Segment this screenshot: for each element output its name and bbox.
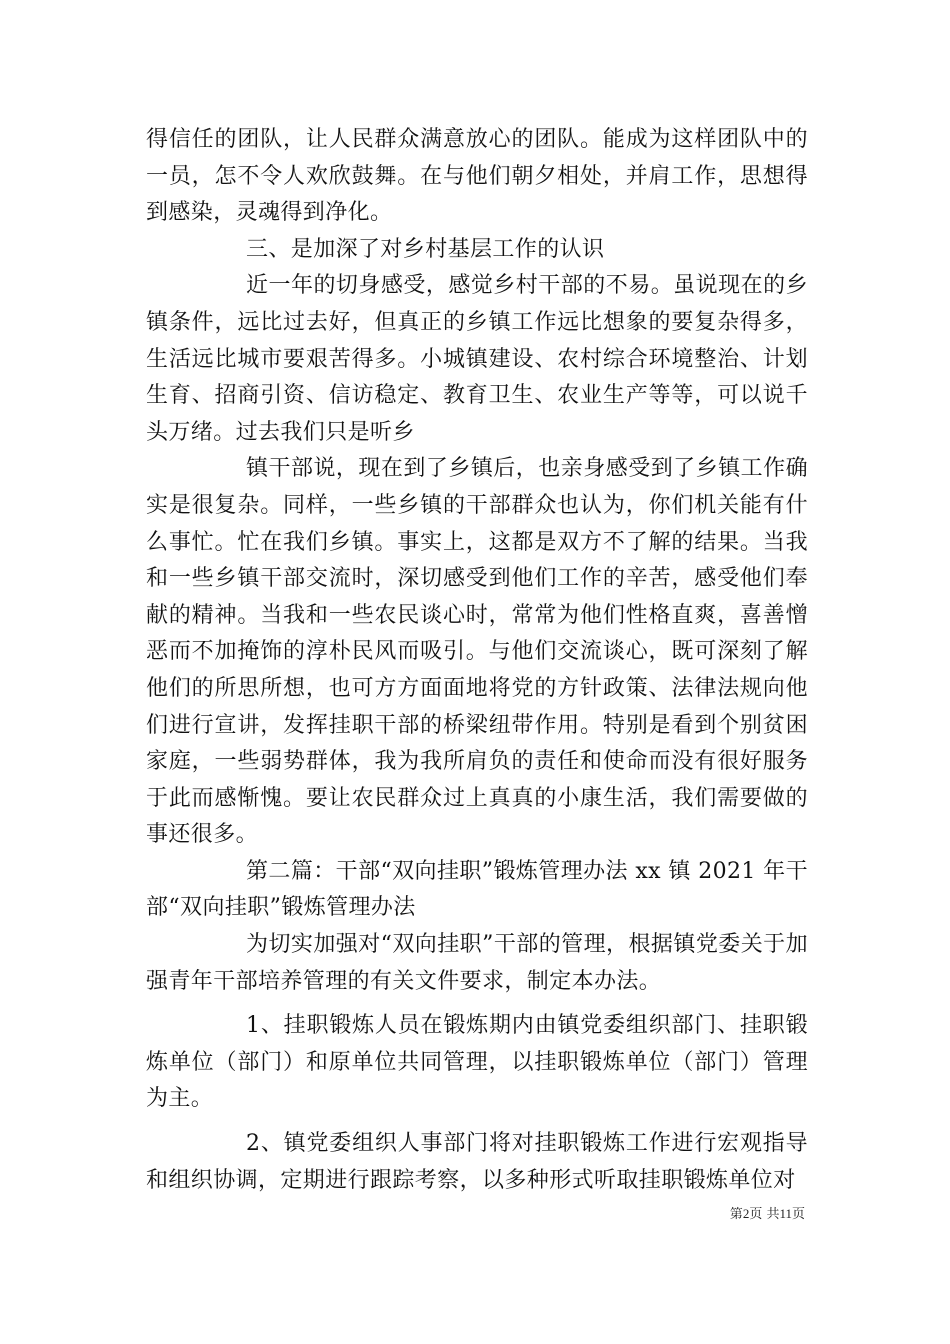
- footer-middle: 页 共: [749, 1207, 780, 1222]
- paragraph: 为切实加强对“双向挂职”干部的管理，根据镇党委关于加强青年干部培养管理的有关文件要求，制定本办法。: [146, 932, 808, 994]
- section-heading: 三、是加深了对乡村基层工作的认识: [246, 236, 605, 262]
- total-pages-number: 11: [779, 1206, 792, 1221]
- list-item: 1、挂职锻炼人员在锻炼期内由镇党委组织部门、挂职锻炼单位（部门）和原单位共同管理，以挂职锻炼单位（部门）管理为主。: [146, 1013, 808, 1112]
- paragraph: 得信任的团队，让人民群众满意放心的团队。能成为这样团队中的一员，怎不令人欢欣鼓舞。在与他们朝夕相处，并肩工作，思想得到感染，灵魂得到净化。: [146, 127, 808, 226]
- paragraph: 镇干部说，现在到了乡镇后，也亲身感受到了乡镇工作确实是很复杂。同样，一些乡镇的干部群众也认为，你们机关能有什么事忙。忙在我们乡镇。事实上，这都是双方不了解的结果。当我和一些乡镇干部交流时，深切感受到他们工作的辛苦，感受他们奉献的精神。当我和一些农民谈心时，常常为他们性格直爽，喜善憎恶而不加掩饰的淳朴民风而吸引。与他们交流谈心，既可深刻了解他们的所思所想，也可方方面面地将党的方针政策、法律法规向他们进行宣讲，发挥挂职干部的桥梁纽带作用。特别是看到个别贫困家庭，一些弱势群体，我为我所肩负的责任和使命而没有很好服务于此而感惭愧。要让农民群众过上真真的小康生活，我们需要做的事还很多。: [146, 456, 808, 848]
- footer-prefix: 第: [729, 1207, 743, 1222]
- paragraph: 近一年的切身感受，感觉乡村干部的不易。虽说现在的乡镇条件，远比过去好，但真正的乡镇工作远比想象的要复杂得多，生活远比城市要艰苦得多。小城镇建设、农村综合环境整治、计划生育、招商引资、信访稳定、教育卫生、农业生产等等，可以说千头万绪。过去我们只是听乡: [146, 273, 808, 445]
- footer-suffix: 页: [791, 1207, 805, 1222]
- body-text: [146, 122, 808, 1199]
- current-page-number: 2: [742, 1206, 750, 1221]
- list-item: 2、镇党委组织人事部门将对挂职锻炼工作进行宏观指导和组织协调，定期进行跟踪考察，以多种形式听取挂职锻炼单位对: [146, 1131, 808, 1193]
- page-footer: [730, 1203, 805, 1222]
- chapter-heading: 第二篇：干部“双向挂职”锻炼管理办法 xx 镇 2021 年干部“双向挂职”锻炼管理办法: [146, 858, 808, 921]
